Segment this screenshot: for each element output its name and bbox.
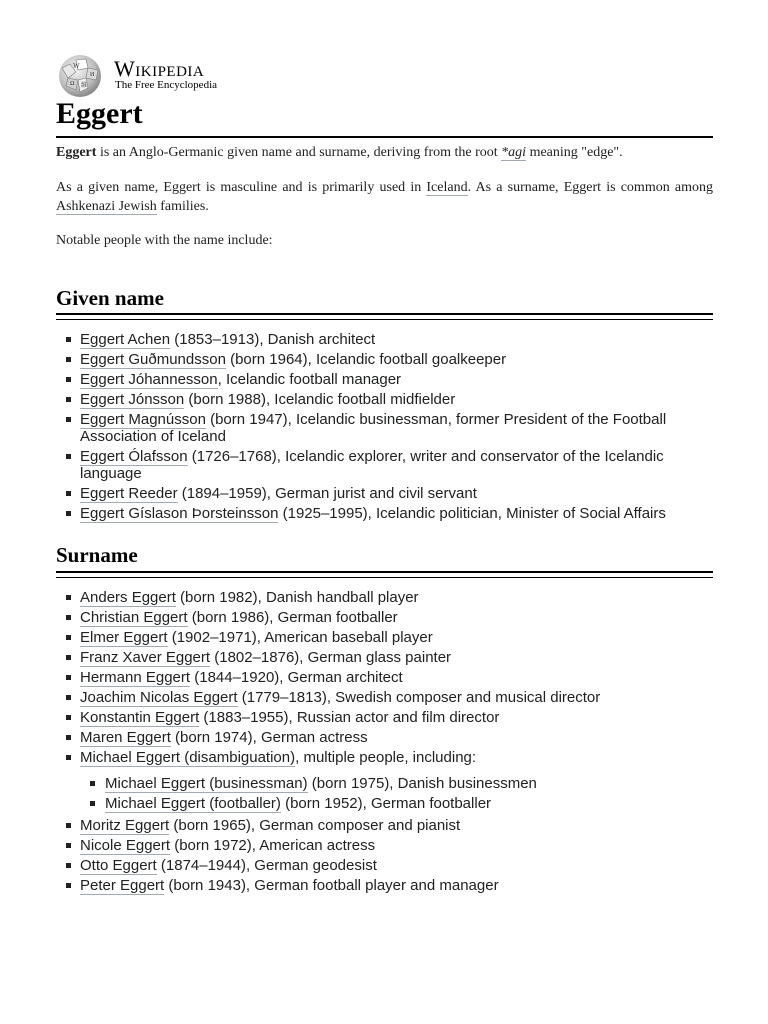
list-item bbox=[56, 689, 713, 706]
link-ashkenazi-jewish[interactable]: Ashkenazi Jewish bbox=[56, 199, 157, 214]
page-title: Eggert bbox=[56, 94, 713, 138]
wikipedia-logo[interactable] bbox=[56, 54, 256, 98]
list-item bbox=[56, 649, 713, 666]
usage-text-b: . As a surname, Eggert is common among bbox=[467, 180, 713, 195]
person-link[interactable]: Michael Eggert (footballer) bbox=[105, 795, 281, 812]
person-link[interactable]: Eggert Achen bbox=[80, 331, 171, 348]
link-agi[interactable]: *agi bbox=[501, 145, 527, 160]
list-item bbox=[56, 505, 713, 522]
person-link[interactable]: Eggert Guðmundsson bbox=[80, 351, 226, 368]
section-heading-given-name: Given name bbox=[56, 286, 164, 310]
person-description: (born 1974), German actress bbox=[170, 729, 368, 746]
wikipedia-wordmark: Wikipedia bbox=[114, 56, 205, 81]
list-item bbox=[56, 877, 713, 894]
list-item bbox=[56, 729, 713, 746]
person-description: (1853–1913), Danish architect bbox=[170, 331, 376, 348]
person-link[interactable]: Otto Eggert bbox=[80, 857, 157, 874]
person-link[interactable]: Eggert Jóhannesson bbox=[80, 371, 218, 388]
person-description: (born 1972), American actress bbox=[170, 837, 376, 854]
intro-paragraph bbox=[56, 143, 713, 162]
person-link[interactable]: Moritz Eggert bbox=[80, 817, 170, 834]
link-iceland[interactable]: Iceland bbox=[426, 180, 468, 195]
person-link[interactable]: Franz Xaver Eggert bbox=[80, 649, 211, 666]
list-item bbox=[56, 629, 713, 646]
wikipedia-tagline: The Free Encyclopedia bbox=[115, 79, 218, 91]
list-item bbox=[56, 485, 713, 502]
person-link[interactable]: Nicole Eggert bbox=[80, 837, 171, 854]
list-item bbox=[56, 609, 713, 626]
list-item bbox=[56, 817, 713, 834]
person-link[interactable]: Anders Eggert bbox=[80, 589, 176, 606]
usage-paragraph bbox=[56, 178, 713, 216]
notable-intro: Notable people with the name include: bbox=[56, 233, 273, 248]
person-link[interactable]: Eggert Magnússon bbox=[80, 411, 206, 428]
person-link[interactable]: Eggert Gíslason Þorsteinsson bbox=[80, 505, 279, 522]
person-description: (1844–1920), German architect bbox=[190, 669, 403, 686]
person-link[interactable]: Michael Eggert (businessman) bbox=[105, 775, 308, 792]
person-description: (1779–1813), Swedish composer and musical director bbox=[237, 689, 601, 706]
person-link[interactable]: Hermann Eggert bbox=[80, 669, 191, 686]
person-description: (1802–1876), German glass painter bbox=[210, 649, 452, 666]
heading-divider bbox=[56, 313, 713, 320]
list-item bbox=[56, 669, 713, 686]
list-item bbox=[56, 837, 713, 854]
list-item bbox=[56, 857, 713, 874]
intro-bold-term: Eggert bbox=[56, 145, 97, 160]
person-description: (born 1964), Icelandic football goalkeeper bbox=[225, 351, 507, 368]
intro-text-b: meaning "edge". bbox=[526, 145, 623, 160]
person-link[interactable]: Eggert Ólafsson bbox=[80, 448, 188, 465]
list-item bbox=[56, 391, 713, 408]
svg-text:И: И bbox=[90, 72, 95, 78]
list-item bbox=[80, 775, 713, 792]
section-heading-surname: Surname bbox=[56, 543, 138, 567]
michael-eggert-sublist bbox=[80, 775, 713, 812]
person-link[interactable]: Michael Eggert (disambiguation) bbox=[80, 749, 296, 766]
usage-text-a: As a given name, Eggert is masculine and is primarily used in bbox=[56, 180, 427, 195]
svg-text:W: W bbox=[73, 62, 80, 70]
person-description: , Icelandic football manager bbox=[217, 371, 402, 388]
person-description: , multiple people, including: bbox=[295, 749, 477, 766]
person-description: (1925–1995), Icelandic politician, Minister of Social Affairs bbox=[278, 505, 666, 522]
list-item bbox=[56, 351, 713, 368]
person-description: (1902–1971), American baseball player bbox=[167, 629, 433, 646]
person-link[interactable]: Konstantin Eggert bbox=[80, 709, 200, 726]
list-item bbox=[56, 749, 713, 812]
list-item bbox=[56, 589, 713, 606]
list-item bbox=[56, 371, 713, 388]
person-description: (born 1965), German composer and pianist bbox=[169, 817, 461, 834]
person-description: (born 1975), Danish businessmen bbox=[307, 775, 537, 792]
person-description: (born 1982), Danish handball player bbox=[175, 589, 419, 606]
person-link[interactable]: Elmer Eggert bbox=[80, 629, 168, 646]
person-link[interactable]: Christian Eggert bbox=[80, 609, 188, 626]
list-item bbox=[56, 331, 713, 348]
list-item bbox=[80, 795, 713, 812]
wikipedia-globe-icon bbox=[56, 54, 104, 98]
person-link[interactable]: Eggert Jónsson bbox=[80, 391, 185, 408]
person-description: (born 1988), Icelandic football midfielder bbox=[184, 391, 456, 408]
svg-text:維: 維 bbox=[81, 83, 88, 89]
person-description: (born 1943), German football player and manager bbox=[164, 877, 499, 894]
svg-text:Ω: Ω bbox=[70, 81, 75, 87]
person-description: (1874–1944), German geodesist bbox=[156, 857, 377, 874]
surname-list bbox=[56, 589, 713, 897]
person-link[interactable]: Peter Eggert bbox=[80, 877, 165, 894]
usage-text-c: families. bbox=[156, 199, 209, 214]
person-description: (1894–1959), German jurist and civil servant bbox=[177, 485, 477, 502]
list-item bbox=[56, 709, 713, 726]
list-item bbox=[56, 411, 713, 445]
person-link[interactable]: Maren Eggert bbox=[80, 729, 171, 746]
person-link[interactable]: Eggert Reeder bbox=[80, 485, 178, 502]
given-name-list bbox=[56, 331, 713, 525]
person-description: (1883–1955), Russian actor and film director bbox=[199, 709, 500, 726]
person-link[interactable]: Joachim Nicolas Eggert bbox=[80, 689, 238, 706]
list-item bbox=[56, 448, 713, 482]
person-description: (born 1952), German footballer bbox=[280, 795, 492, 812]
person-description: (born 1986), German footballer bbox=[187, 609, 398, 626]
intro-text-a: is an Anglo-Germanic given name and surname, deriving from the root bbox=[96, 145, 502, 160]
heading-divider bbox=[56, 571, 713, 578]
person-description: (1726–1768), Icelandic explorer, writer and conservator of the Icelandic language bbox=[80, 448, 664, 482]
person-description: (born 1947), Icelandic businessman, former President of the Football Association of Iceland bbox=[80, 411, 667, 445]
